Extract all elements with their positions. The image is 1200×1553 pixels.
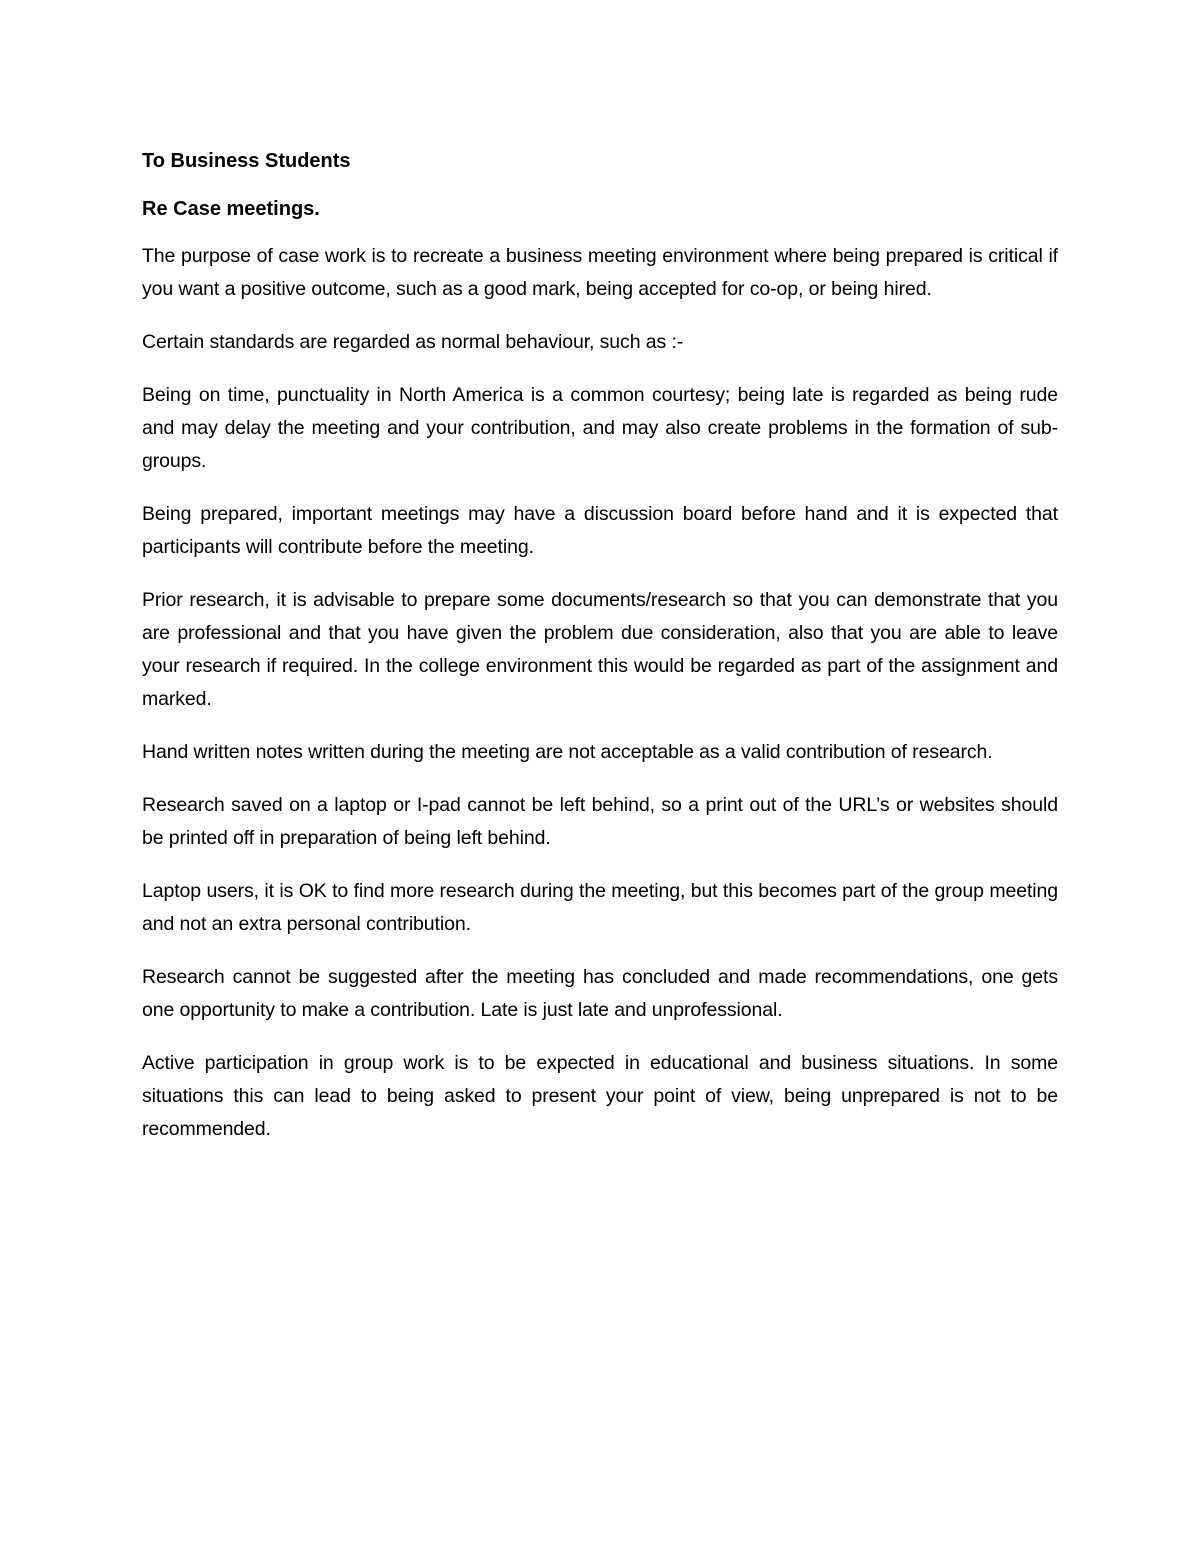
paragraph-active-participation: Active participation in group work is to be expected in educational and business situations. In some situations this can lead to being asked to present your point of view, being unprepared is not to be recommended. (142, 1052, 1058, 1140)
paragraph-laptop-users: Laptop users, it is OK to find more research during the meeting, but this becomes part of the group meeting and not an extra personal contribution. (142, 880, 1058, 935)
paragraph-prior-research: Prior research, it is advisable to prepare some documents/research so that you can demonstrate that you are professional and that you have given the problem due consideration, also that you are able to leave your research if required. In the college environment this would be regarded as part of the assignment and marked. (142, 589, 1058, 710)
paragraph-standards: Certain standards are regarded as normal behaviour, such as :- (142, 331, 684, 353)
heading-to: To Business Students (142, 150, 351, 172)
paragraph-research-after: Research cannot be suggested after the meeting has concluded and made recommendations, one gets one opportunity to make a contribution. Late is just late and unprofessional. (142, 966, 1058, 1021)
paragraph-hand-written: Hand written notes written during the meeting are not acceptable as a valid contribution of research. (142, 741, 993, 763)
paragraph-prepared: Being prepared, important meetings may have a discussion board before hand and it is expected that participants will contribute before the meeting. (142, 503, 1058, 558)
document-body (142, 146, 1058, 1166)
paragraph-purpose: The purpose of case work is to recreate a business meeting environment where being prepared is critical if you want a positive outcome, such as a good mark, being accepted for co-op, or being hired. (142, 245, 1058, 300)
heading-re: Re Case meetings. (142, 198, 320, 220)
paragraph-research-saved: Research saved on a laptop or I-pad cannot be left behind, so a print out of the URL’s or websites should be printed off in preparation of being left behind. (142, 794, 1058, 849)
paragraph-on-time: Being on time, punctuality in North America is a common courtesy; being late is regarded as being rude and may delay the meeting and your contribution, and may also create problems in the formation of sub-groups. (142, 384, 1058, 472)
